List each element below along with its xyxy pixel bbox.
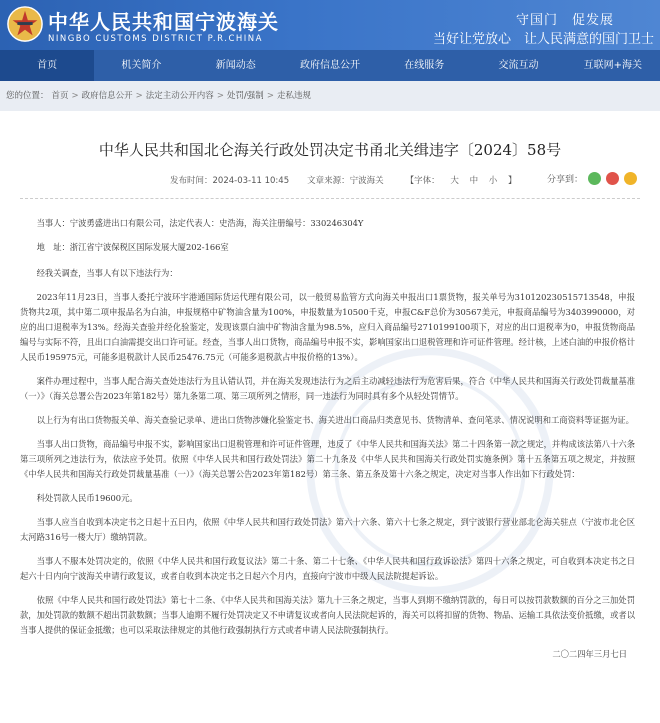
paragraph: 经我关调查，当事人有以下违法行为：	[36, 268, 178, 278]
decision-date: 二〇二四年三月七日	[552, 649, 627, 659]
publish-time: 发布时间：2024-03-11 10:45	[170, 176, 290, 186]
font-size-label: 【字体：	[405, 176, 440, 186]
wechat-icon[interactable]	[588, 172, 601, 185]
breadcrumb-link[interactable]: 处罚/强制	[226, 91, 264, 101]
share-bar	[547, 172, 637, 185]
breadcrumb-link[interactable]: 政府信息公开	[81, 91, 133, 101]
divider	[20, 198, 640, 199]
breadcrumb-link[interactable]: 走私违规	[276, 91, 311, 101]
paragraph: 当事人出口货物，商品编号申报不实，影响国家出口退税管理和许可证件管理，违反了《中华人民共和国海关法》第二十四条第一款之规定，并构成该法第八十六条第三项所列之违法行为，依法应予处罚。依照《中华人民共和国行政处罚法》第二十九条及《中华人民共和国海关行政处罚实施条例》第十五条第五项之规定，并按照《中华人民共和国海关行政处罚裁量基准（一）》（海关总署公告2023年第182号）第三条、第五条及第十六条之规定，决定对当事人作出如下行政处罚：	[20, 439, 635, 479]
paragraph: 当事人应当自收到本决定书之日起十五日内，依照《中华人民共和国行政处罚法》第六十六条、第六十七条之规定，到宁波银行营业部北仑海关驻点（宁波市北仑区太河路316号一楼大厅）缴纳罚款。	[20, 517, 635, 542]
qzone-icon[interactable]	[624, 172, 637, 185]
nav-gov-info[interactable]: 政府信息公开	[299, 60, 360, 71]
breadcrumb	[0, 81, 660, 111]
site-header	[0, 0, 660, 50]
paragraph: 案件办理过程中，当事人配合海关查处违法行为且认错认罚，并在海关发现违法行为之后主动减轻违法行为危害后果，符合《中华人民共和国海关行政处罚裁量基准（一）》（海关总署公告2023年第182号）第九条第二项、第三项所列之情形，同一违法行为同时具有多个从轻处罚情节。	[20, 376, 635, 401]
nav-online-service[interactable]: 在线服务	[404, 60, 445, 71]
party-info: 当事人：宁波勇盛进出口有限公司，法定代表人：史浩海，海关注册编号：330246304Y	[36, 218, 364, 228]
customs-emblem-icon[interactable]	[6, 5, 44, 43]
paragraph: 2023年11月23日，当事人委托宁波环宇港通国际货运代理有限公司，以一般贸易监管方式向海关申报出口1票货物，报关单号为310120230515713548，申报货物共2项，其中第二项申报品名为白油，申报规格中矿物油含量为100%，申报数量为10500千克，申报C&F总价为30567美元，申报商品编号为3403990000，对应的出口退税率为13%。经海关查验并经化验鉴定，发现该票白油中矿物油含量为98.5%，应归入商品编号2710199100项下，对应的出口退税率为0，申报货物商品编号与实际不符，且出口白油需提交出口许可证。经查，当事人出口货物，商品编号申报不实，影响国家出口退税管理和许可证件管理。经计核，上述白油的申报价格计人民币195975元，可能多退税款计人民币25476.75元（可能多退税款占申报价格的13%）。	[20, 292, 635, 362]
paragraph: 科处罚款人民币19600元。	[36, 493, 138, 503]
breadcrumb-separator: >	[71, 91, 79, 101]
site-subtitle: NINGBO CUSTOMS DISTRICT P.R.CHINA	[48, 34, 263, 44]
article-card	[0, 111, 660, 723]
party-address: 地 址：浙江省宁波保税区国际发展大厦202-166室	[36, 242, 229, 252]
share-label: 分享到：	[547, 175, 584, 185]
breadcrumb-link[interactable]: 法定主动公开内容	[145, 91, 214, 101]
nav-interaction[interactable]: 交流互动	[498, 60, 539, 71]
slogan-line-2: 当好让党放心 让人民满意的国门卫士	[432, 32, 654, 47]
weibo-icon[interactable]	[606, 172, 619, 185]
font-size-large[interactable]: 大	[450, 176, 459, 186]
article-source: 文章来源：宁波海关	[307, 176, 384, 186]
nav-about[interactable]: 机关简介	[121, 60, 162, 71]
article-body	[20, 216, 635, 671]
breadcrumb-separator: >	[216, 91, 224, 101]
paragraph: 依照《中华人民共和国行政处罚法》第七十二条、《中华人民共和国海关法》第九十三条之规定，当事人到期不缴纳罚款的，每日可以按罚款数额的百分之三加处罚款，加处罚款的数额不超出罚款数额；当事人逾期不履行处罚决定又不申请复议或者向人民法院起诉的，海关可以将扣留的货物、物品、运输工具依法变价抵缴，或者以当事人提供的保证金抵缴；也可以采取法律规定的其他行政强制执行方式或者申请人民法院强制执行。	[20, 595, 635, 635]
breadcrumb-label: 您的位置：	[6, 91, 49, 101]
breadcrumb-link[interactable]: 首页	[51, 91, 69, 101]
article-title: 中华人民共和国北仑海关行政处罚决定书甬北关缉违字〔2024〕58号	[98, 141, 562, 159]
main-nav	[0, 50, 660, 81]
font-size-end: 】	[508, 176, 517, 186]
site-title: 中华人民共和国宁波海关	[48, 10, 279, 34]
slogan-line-1: 守国门 促发展	[515, 13, 614, 28]
breadcrumb-separator: >	[135, 91, 143, 101]
nav-news[interactable]: 新闻动态	[215, 60, 256, 71]
paragraph: 以上行为有出口货物报关单、海关查验记录单、进出口货物涉嫌化验鉴定书、海关进出口商品归类意见书、货物清单、查问笔录、情况说明和工商资料等证据为证。	[36, 415, 634, 425]
nav-home[interactable]: 首页	[0, 50, 94, 81]
font-size-control	[402, 174, 521, 186]
font-size-medium[interactable]: 中	[469, 176, 479, 186]
breadcrumb-separator: >	[266, 91, 274, 101]
nav-internet-customs[interactable]: 互联网+海关	[583, 60, 643, 71]
article-meta	[170, 174, 521, 186]
paragraph: 当事人不服本处罚决定的，依照《中华人民共和国行政复议法》第二十条、第二十七条、《中华人民共和国行政诉讼法》第四十六条之规定，可自收到本决定书之日起六十日内向宁波海关申请行政复议，或者自收到本决定书之日起六个月内，直接向宁波市中级人民法院提起诉讼。	[20, 556, 635, 581]
font-size-small[interactable]: 小	[488, 176, 498, 186]
